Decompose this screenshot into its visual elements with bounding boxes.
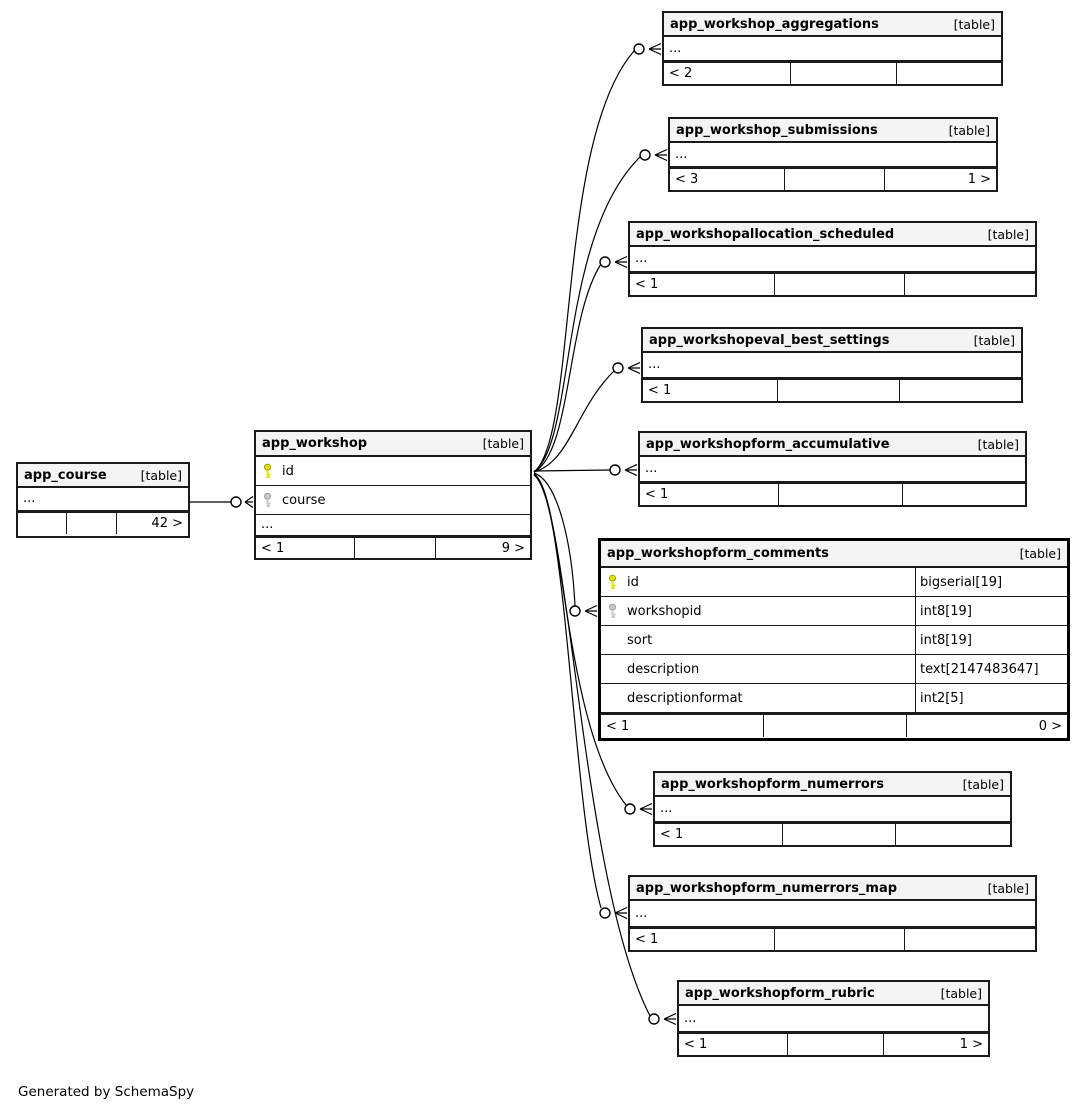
crowfoot-icon — [640, 804, 652, 815]
zero-many-circle-icon — [649, 1014, 659, 1024]
table-name: app_workshopform_numerrors — [661, 776, 884, 792]
footer-cell: < 1 — [648, 383, 672, 398]
table-header — [256, 432, 530, 457]
footer-cell — [787, 1034, 883, 1055]
footer-cell: 0 > — [906, 715, 1067, 737]
footer-cell — [902, 484, 1025, 505]
column-row — [256, 486, 530, 515]
table-type-badge: [table] — [987, 880, 1029, 896]
footer-cell: < 1 — [635, 277, 659, 292]
hidden-columns-row — [18, 488, 188, 511]
column-row — [601, 597, 1067, 626]
footer-cell — [896, 63, 1001, 84]
table-header — [640, 433, 1025, 457]
column-type: int8[19] — [915, 626, 1061, 654]
footer-cell: < 1 — [606, 718, 630, 734]
footer-cell — [778, 484, 902, 505]
table-footer — [655, 822, 1010, 845]
hidden-columns-row — [643, 353, 1021, 378]
column-name: course — [282, 492, 326, 508]
table-footer — [679, 1032, 988, 1055]
table-header — [664, 13, 1001, 37]
column-name-cell — [607, 662, 915, 677]
footer-cell — [66, 513, 116, 534]
crowfoot-icon — [585, 606, 597, 617]
relationship-line — [534, 157, 640, 472]
table-type-badge: [table] — [1019, 546, 1061, 561]
table-header — [601, 541, 1067, 568]
table-type-badge: [table] — [482, 436, 524, 451]
table-footer — [256, 536, 530, 558]
hidden-columns-row — [630, 901, 1035, 927]
generator-note: Generated by SchemaSpy — [18, 1084, 195, 1100]
footer-cell — [782, 824, 895, 845]
ellipsis-label: ... — [23, 491, 36, 506]
relationship-line — [534, 470, 610, 471]
column-name: id — [282, 463, 294, 479]
column-name: sort — [627, 632, 653, 648]
ellipsis-label: ... — [635, 251, 648, 266]
table-name: app_workshopeval_best_settings — [649, 332, 890, 348]
table-header — [643, 329, 1021, 353]
table-app-workshopform-numerrors-map[interactable] — [628, 875, 1037, 952]
footer-cell: < 1 — [684, 1037, 708, 1052]
crowfoot-icon — [664, 1014, 676, 1025]
table-app-workshopform-numerrors[interactable] — [653, 771, 1012, 847]
footer-cell: < 3 — [675, 172, 699, 187]
column-name-cell — [607, 603, 915, 620]
zero-many-circle-icon — [570, 606, 580, 616]
table-header — [670, 119, 996, 143]
footer-cell: 42 > — [116, 513, 188, 534]
ellipsis-label: ... — [635, 905, 648, 921]
table-name: app_workshopform_comments — [607, 546, 829, 561]
table-app-workshop-submissions[interactable] — [668, 117, 998, 192]
footer-cell: < 1 — [261, 540, 285, 556]
column-row — [601, 655, 1067, 684]
table-name: app_workshopform_rubric — [685, 985, 875, 1001]
footer-cell — [790, 63, 896, 84]
footer-cell: 1 > — [884, 169, 996, 190]
footer-cell — [904, 929, 1035, 950]
table-type-badge: [table] — [940, 985, 982, 1001]
column-type: int2[5] — [915, 684, 1061, 712]
column-type: bigserial[19] — [915, 568, 1061, 596]
table-name: app_workshop — [262, 436, 368, 451]
footer-cell: < 1 — [645, 487, 669, 502]
column-row — [601, 626, 1067, 655]
foreign-key-icon — [607, 603, 627, 620]
footer-cell: < 1 — [635, 932, 659, 947]
table-header — [655, 773, 1010, 797]
table-name: app_workshop_submissions — [676, 122, 878, 138]
table-header — [18, 464, 188, 488]
table-app-course[interactable] — [16, 462, 190, 538]
footer-cell — [774, 274, 904, 295]
table-app-workshop-aggregations[interactable] — [662, 11, 1003, 86]
ellipsis-label: ... — [669, 40, 682, 56]
zero-many-circle-icon — [600, 908, 610, 918]
table-footer — [643, 378, 1021, 401]
ellipsis-label: ... — [645, 461, 658, 476]
table-footer — [664, 61, 1001, 84]
table-name: app_workshopallocation_scheduled — [636, 226, 895, 242]
column-name-cell — [607, 633, 915, 648]
footer-cell — [774, 929, 904, 950]
hidden-columns-row — [256, 515, 530, 536]
footer-cell — [763, 715, 906, 737]
table-app-workshopeval-best-settings[interactable] — [641, 327, 1023, 403]
table-footer — [630, 272, 1035, 295]
table-type-badge: [table] — [953, 16, 995, 32]
crowfoot-icon — [625, 465, 637, 476]
table-header — [630, 223, 1035, 247]
table-footer — [18, 511, 188, 534]
table-footer — [640, 482, 1025, 505]
footer-cell — [18, 513, 66, 534]
ellipsis-label: ... — [684, 1010, 697, 1026]
table-app-workshopform-comments[interactable] — [598, 538, 1070, 741]
crowfoot-icon — [649, 44, 661, 55]
ellipsis-label: ... — [648, 357, 661, 372]
column-name: description — [627, 661, 700, 677]
crowfoot-icon — [655, 150, 667, 161]
footer-cell — [354, 538, 435, 558]
table-app-workshopform-accumulative[interactable] — [638, 431, 1027, 507]
primary-key-icon — [607, 574, 627, 591]
table-name: app_course — [24, 467, 107, 483]
column-type: text[2147483647] — [915, 655, 1061, 683]
column-row — [601, 684, 1067, 713]
hidden-columns-row — [630, 247, 1035, 272]
column-name-cell — [607, 691, 915, 706]
column-type: int8[19] — [915, 597, 1061, 625]
column-row — [601, 568, 1067, 597]
footer-cell — [904, 274, 1035, 295]
hidden-columns-row — [679, 1006, 988, 1032]
table-app-workshop[interactable] — [254, 430, 532, 560]
column-name: id — [627, 574, 639, 590]
ellipsis-label: ... — [660, 801, 673, 816]
zero-many-circle-icon — [610, 465, 620, 475]
footer-cell: 1 > — [883, 1034, 988, 1055]
table-type-badge: [table] — [973, 332, 1015, 348]
table-footer — [630, 927, 1035, 950]
crowfoot-icon — [615, 257, 627, 268]
zero-many-circle-icon — [640, 150, 650, 160]
zero-many-circle-icon — [613, 363, 623, 373]
crowfoot-icon — [628, 363, 640, 374]
table-footer — [670, 167, 996, 190]
zero-many-circle-icon — [600, 257, 610, 267]
ellipsis-label: ... — [261, 517, 274, 532]
footer-cell: < 1 — [660, 827, 684, 842]
foreign-key-icon — [262, 492, 282, 509]
zero-many-circle-icon — [634, 44, 644, 54]
column-name-cell — [607, 574, 915, 591]
footer-cell — [784, 169, 884, 190]
table-type-badge: [table] — [948, 122, 990, 138]
table-type-badge: [table] — [977, 436, 1019, 452]
table-type-badge: [table] — [987, 226, 1029, 242]
hidden-columns-row — [640, 457, 1025, 482]
footer-cell: < 2 — [669, 66, 693, 81]
footer-cell — [777, 380, 899, 401]
column-row — [256, 457, 530, 486]
hidden-columns-row — [670, 143, 996, 167]
footer-cell — [895, 824, 1010, 845]
ellipsis-label: ... — [675, 146, 688, 162]
table-header — [679, 982, 988, 1006]
footer-cell: 9 > — [435, 538, 530, 558]
zero-many-circle-icon — [231, 497, 241, 507]
table-type-badge: [table] — [140, 467, 182, 483]
table-name: app_workshopform_accumulative — [646, 436, 890, 452]
zero-many-circle-icon — [625, 804, 635, 814]
column-name: descriptionformat — [627, 690, 743, 706]
footer-cell — [899, 380, 1021, 401]
table-name: app_workshop_aggregations — [670, 16, 879, 32]
table-app-workshopallocation-scheduled[interactable] — [628, 221, 1037, 297]
hidden-columns-row — [664, 37, 1001, 61]
hidden-columns-row — [655, 797, 1010, 822]
table-footer — [601, 713, 1067, 737]
table-header — [630, 877, 1035, 901]
table-type-badge: [table] — [962, 776, 1004, 792]
crowfoot-icon — [245, 497, 253, 508]
table-name: app_workshopform_numerrors_map — [636, 880, 898, 896]
column-name: workshopid — [627, 603, 702, 619]
table-app-workshopform-rubric[interactable] — [677, 980, 990, 1057]
primary-key-icon — [262, 463, 282, 480]
